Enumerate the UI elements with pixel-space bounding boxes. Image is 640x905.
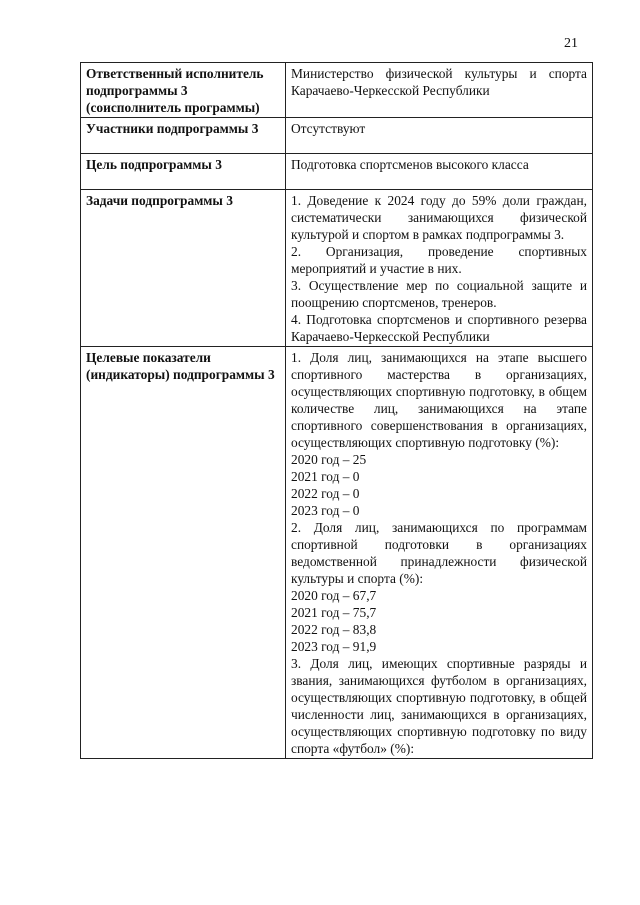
table-row (81, 154, 593, 190)
value-paragraph: 1. Доля лиц, занимающихся на этапе высшего спортивного мастерства в организациях, осуществляющих спортивную подготовку, в общем количестве лиц, занимающихся на этапе спортивного совершенствования в организациях, осуществляющих спортивную подготовку (%): (291, 350, 587, 450)
row-value (286, 154, 593, 190)
value-paragraph: 2021 год – 75,7 (291, 605, 377, 620)
value-paragraph: 2. Доля лиц, занимающихся по программам спортивной подготовки в организациях ведомственной принадлежности физической культуры и спорта (%): (291, 520, 587, 586)
row-value (286, 118, 593, 154)
row-value (286, 347, 593, 759)
row-label: Задачи подпрограммы 3 (81, 190, 286, 347)
value-paragraph: 2. Организация, проведение спортивных мероприятий и участие в них. (291, 244, 587, 276)
value-paragraph: 2023 год – 0 (291, 503, 360, 518)
table-row (81, 347, 593, 759)
table-row (81, 118, 593, 154)
value-paragraph: Подготовка спортсменов высокого класса (291, 157, 529, 172)
value-paragraph: 2021 год – 0 (291, 469, 360, 484)
row-label: Участники подпрограммы 3 (81, 118, 286, 154)
value-paragraph: 2022 год – 83,8 (291, 622, 377, 637)
value-paragraph: 3. Осуществление мер по социальной защите и поощрению спортсменов, тренеров. (291, 278, 587, 310)
value-paragraph: 4. Подготовка спортсменов и спортивного резерва Карачаево-Черкесской Республики (291, 312, 587, 344)
value-paragraph: Отсутствуют (291, 121, 366, 136)
value-paragraph: 3. Доля лиц, имеющих спортивные разряды и звания, занимающихся футболом в организациях, осуществляющих спортивную подготовку, в общей численности лиц, занимающихся в организациях, осуществляющих спортивную подготовку по виду спорта «футбол» (%): (291, 656, 587, 756)
value-paragraph: 1. Доведение к 2024 году до 59% доли граждан, систематически занимающихся физической культурой и спортом в рамках подпрограммы 3. (291, 193, 587, 242)
value-paragraph: 2022 год – 0 (291, 486, 360, 501)
row-label: Цель подпрограммы 3 (81, 154, 286, 190)
value-paragraph: 2020 год – 67,7 (291, 588, 377, 603)
page-number: 21 (564, 36, 578, 51)
table-row (81, 190, 593, 347)
table-row (81, 63, 593, 118)
row-label: Ответственный исполнитель подпрограммы 3 (соисполнитель программы) (81, 63, 286, 118)
value-paragraph: 2023 год – 91,9 (291, 639, 377, 654)
passport-table (80, 62, 593, 759)
row-label: Целевые показатели (индикаторы) подпрограммы 3 (81, 347, 286, 759)
value-paragraph: Министерство физической культуры и спорта Карачаево-Черкесской Республики (291, 66, 587, 98)
row-value (286, 63, 593, 118)
row-value (286, 190, 593, 347)
value-paragraph: 2020 год – 25 (291, 452, 367, 467)
